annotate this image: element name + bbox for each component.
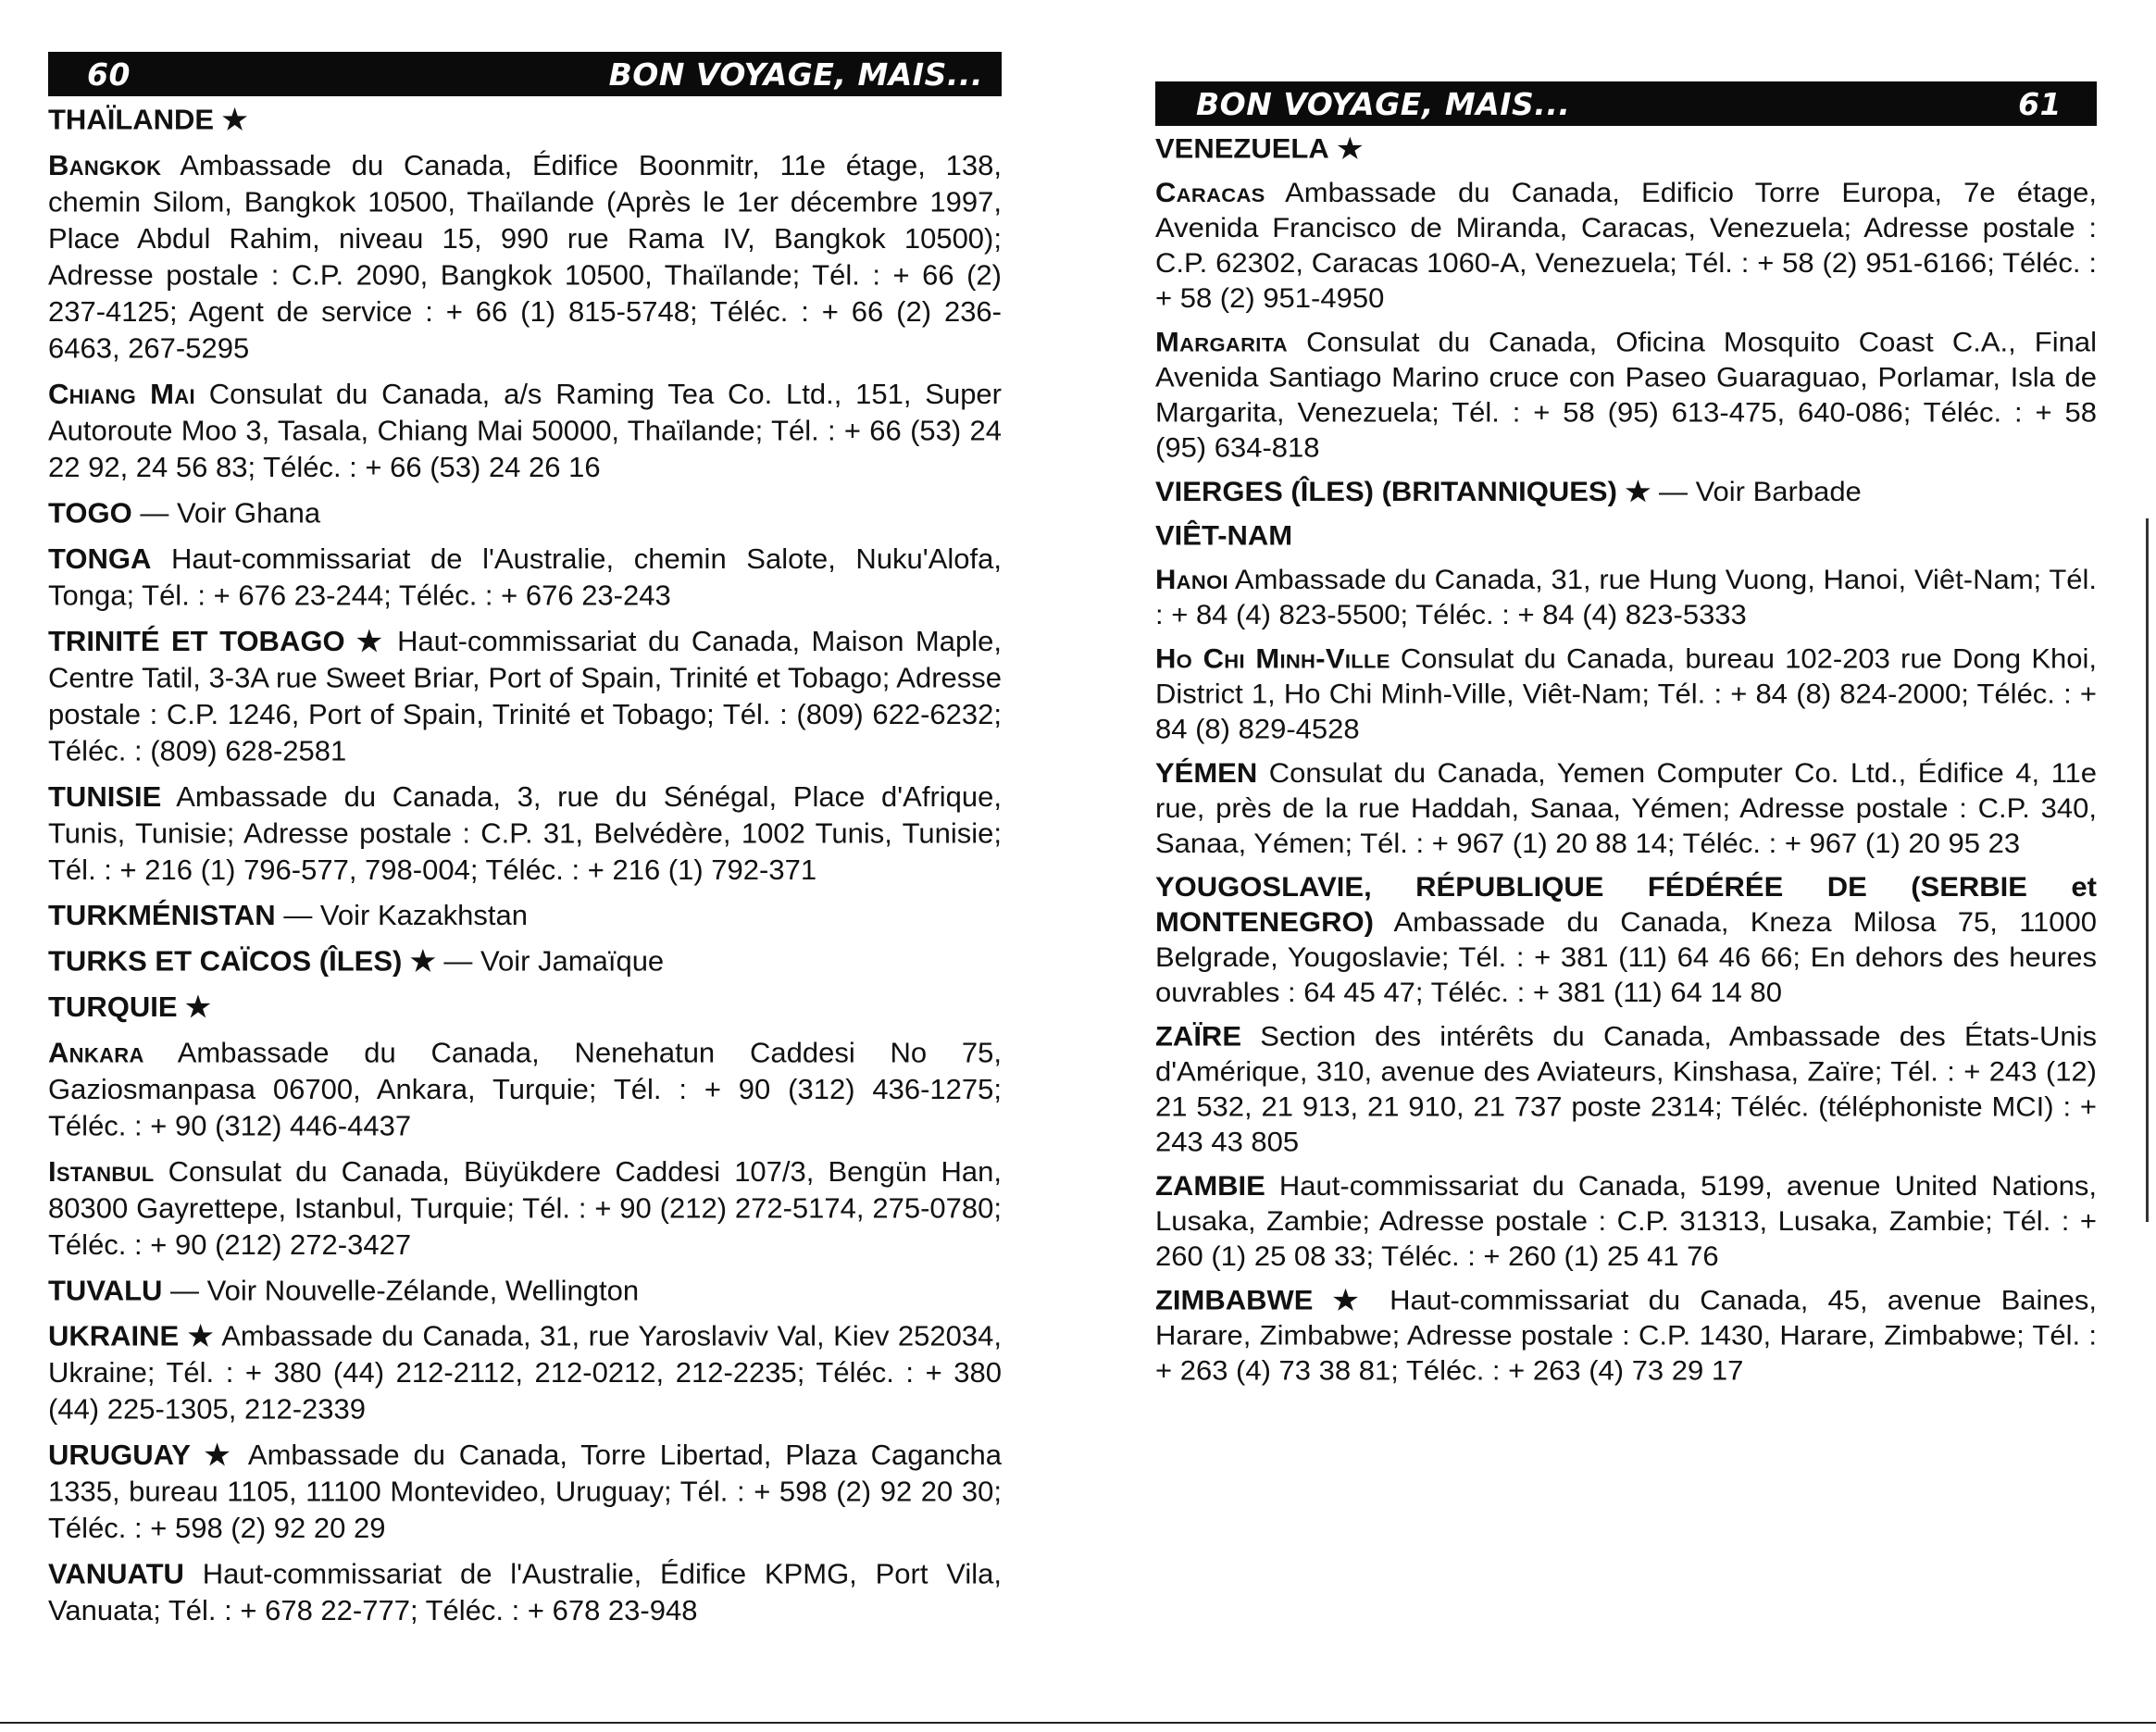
country-name: TURQUIE (48, 991, 178, 1023)
entry-list (48, 102, 1002, 1629)
cross-reference: — Voir Nouvelle-Zélande, Wellington (170, 1274, 640, 1307)
directory-entry (1155, 562, 2097, 632)
cross-reference: — Voir Kazakhstan (283, 899, 528, 932)
directory-entry (1155, 1019, 2097, 1160)
star-icon: ★ (1625, 476, 1651, 507)
entry-details: Ambassade du Canada, Kneza Milosa 75, 11000 Belgrade, Yougoslavie; Tél. : + 381 (11) 64 46 66; En dehors des heures ouvrables : 64 45 47; Téléc. : + 381 (11) 64 14 80 (1155, 906, 2097, 1008)
entry-details: Ambassade du Canada, Édifice Boonmitr, 11e étage, 138, chemin Silom, Bangkok 10500, Thaïlande (Après le 1er décembre 1997, Place Abdul Rahim, niveau 15, 990 rue Rama IV, Bangkok 10500); Adresse postale : C.P. 2090, Bangkok 10500, Thaïlande; Tél. : + 66 (2) 237-4125; Agent de service : + 66 (1) 815-5748; Téléc. : + 66 (2) 236-6463, 267-5295 (48, 149, 1002, 365)
star-icon: ★ (356, 625, 386, 657)
directory-entry (1155, 474, 2097, 509)
star-icon: ★ (1337, 132, 1364, 165)
running-title: BON VOYAGE, MAIS... (608, 56, 983, 93)
country-name: ZIMBABWE (1155, 1285, 1314, 1316)
page-number: 61 (2018, 85, 2062, 122)
cross-reference: — Voir Ghana (140, 496, 321, 530)
directory-entry (48, 898, 1002, 935)
directory-entry (48, 1318, 1002, 1428)
directory-entry (48, 1273, 1002, 1310)
city-name: Hanoi (1155, 564, 1228, 595)
city-name: Bangkok (48, 149, 162, 181)
star-icon: ★ (185, 991, 211, 1023)
directory-entry (48, 779, 1002, 889)
directory-entry (48, 623, 1002, 769)
country-name: VENEZUELA (1155, 132, 1329, 165)
directory-entry (1155, 1169, 2097, 1275)
country-name: TOGO (48, 496, 132, 530)
cross-reference: — Voir Barbade (1658, 476, 1862, 507)
country-name: YÉMEN (1155, 757, 1258, 789)
entry-details: Consulat du Canada, a/s Raming Tea Co. Ltd., 151, Super Autoroute Moo 3, Tasala, Chiang Mai 50000, Thaïlande; Tél. : + 66 (53) 24 22 92, 24 56 83; Téléc. : + 66 (53) 24 26 16 (48, 378, 1002, 483)
country-name: VIÊT-NAM (1155, 519, 1293, 552)
directory-entry (48, 1437, 1002, 1547)
page-header (1155, 81, 2097, 126)
country-name: YOUGOSLAVIE, RÉPUBLIQUE FÉDÉRÉE DE (SERBIE et MONTENEGRO) (1155, 871, 2097, 938)
directory-entry (1155, 518, 2097, 554)
country-name: UKRAINE (48, 1320, 180, 1352)
directory-entry (48, 541, 1002, 614)
entry-details: Consulat du Canada, Yemen Computer Co. Ltd., Édifice 4, 11e rue, près de la rue Haddah, Sanaa, Yémen; Adresse postale : C.P. 340, Sanaa, Yémen; Tél. : + 967 (1) 20 88 14; Téléc. : + 967 (1) 20 95 23 (1155, 757, 2097, 859)
city-name: Margarita (1155, 326, 1288, 358)
country-name: ZAMBIE (1155, 1170, 1265, 1202)
country-name: VANUATU (48, 1557, 184, 1590)
star-icon: ★ (409, 944, 436, 978)
directory-entry (48, 147, 1002, 367)
country-name: VIERGES (ÎLES) (BRITANNIQUES) (1155, 476, 1617, 507)
country-name: TURKS ET CAÏCOS (ÎLES) (48, 944, 403, 978)
bottom-rule (0, 1722, 2156, 1724)
directory-entry (48, 376, 1002, 486)
left-page (48, 0, 1002, 1657)
directory-entry (1155, 175, 2097, 316)
country-name: TUNISIE (48, 780, 162, 813)
entry-details: Haut-commissariat du Canada, 45, avenue Baines, Harare, Zimbabwe; Adresse postale : C.P. 1430, Harare, Zimbabwe; Tél. : + 263 (4) 73 38 81; Téléc. : + 263 (4) 73 29 17 (1155, 1285, 2097, 1387)
entry-details: Ambassade du Canada, 31, rue Yaroslaviv Val, Kiev 252034, Ukraine; Tél. : + 380 (44) 212-2112, 212-0212, 212-2235; Téléc. : + 380 (44) 225-1305, 212-2339 (48, 1320, 1002, 1426)
country-name: TRINITÉ ET TOBAGO (48, 625, 345, 657)
directory-entry (48, 989, 1002, 1026)
country-name: ZAÏRE (1155, 1021, 1241, 1053)
directory-entry (1155, 325, 2097, 466)
directory-entry (1155, 1283, 2097, 1389)
star-icon: ★ (221, 103, 248, 136)
entry-details: Ambassade du Canada, Torre Libertad, Plaza Cagancha 1335, bureau 1105, 11100 Montevideo, Uruguay; Tél. : + 598 (2) 92 20 30; Téléc. : + 598 (2) 92 20 29 (48, 1439, 1002, 1545)
city-name: Istanbul (48, 1155, 155, 1188)
directory-entry (48, 943, 1002, 980)
city-name: Ankara (48, 1036, 144, 1069)
entry-details: Ambassade du Canada, 3, rue du Sénégal, Place d'Afrique, Tunis, Tunisie; Adresse postale : C.P. 31, Belvédère, 1002 Tunis, Tunisie; Tél. : + 216 (1) 796-577, 798-004; Téléc. : + 216 (1) 792-371 (48, 780, 1002, 886)
entry-details: Ambassade du Canada, Edificio Torre Europa, 7e étage, Avenida Francisco de Miranda, Caracas, Venezuela; Adresse postale : C.P. 62302, Caracas 1060-A, Venezuela; Tél. : + 58 (2) 951-6166; Téléc. : + 58 (2) 951-4950 (1155, 177, 2097, 314)
star-icon: ★ (187, 1320, 215, 1352)
entry-details: Haut-commissariat de l'Australie, chemin Salote, Nuku'Alofa, Tonga; Tél. : + 676 23-244; Téléc. : + 676 23-243 (48, 542, 1002, 612)
entry-details: Consulat du Canada, bureau 102-203 rue Dong Khoi, District 1, Ho Chi Minh-Ville, Viêt-Nam; Tél. : + 84 (8) 824-2000; Téléc. : + 84 (8) 829-4528 (1155, 642, 2097, 744)
entry-details: Consulat du Canada, Büyükdere Caddesi 107/3, Bengün Han, 80300 Gayrettepe, Istanbul, Turquie; Tél. : + 90 (212) 272-5174, 275-0780; Téléc. : + 90 (212) 272-3427 (48, 1155, 1002, 1261)
running-title: BON VOYAGE, MAIS... (1196, 85, 1571, 122)
page-edge-marks (2146, 518, 2152, 1222)
entry-details: Haut-commissariat de l'Australie, Édifice KPMG, Port Vila, Vanuata; Tél. : + 678 22-777; Téléc. : + 678 23-948 (48, 1557, 1002, 1626)
cross-reference: — Voir Jamaïque (443, 944, 665, 978)
city-name: Chiang Mai (48, 378, 195, 410)
directory-entry (48, 1153, 1002, 1264)
entry-details: Ambassade du Canada, 31, rue Hung Vuong, Hanoi, Viêt-Nam; Tél. : + 84 (4) 823-5500; Téléc. : + 84 (4) 823-5333 (1155, 564, 2097, 630)
entry-details: Haut-commissariat du Canada, Maison Maple, Centre Tatil, 3-3A rue Sweet Briar, Port of Spain, Trinité et Tobago; Adresse postale : C.P. 1246, Port of Spain, Trinité et Tobago; Tél. : (809) 622-6232; Téléc. : (809) 628-2581 (48, 625, 1002, 767)
city-name: Ho Chi Minh-Ville (1155, 642, 1390, 674)
page-header (48, 52, 1002, 96)
right-page (1155, 0, 2097, 1464)
entry-details: Haut-commissariat du Canada, 5199, avenue United Nations, Lusaka, Zambie; Adresse postale : C.P. 31313, Lusaka, Zambie; Tél. : + 260 (1) 25 08 33; Téléc. : + 260 (1) 25 41 76 (1155, 1170, 2097, 1272)
entry-details: Ambassade du Canada, Nenehatun Caddesi No 75, Gaziosmanpasa 06700, Ankara, Turquie; Tél. : + 90 (312) 436-1275; Téléc. : + 90 (312) 446-4437 (48, 1036, 1003, 1142)
country-name: TONGA (48, 542, 152, 575)
entry-details: Consulat du Canada, Oficina Mosquito Coast C.A., Final Avenida Santiago Marino cruce con Paseo Guaraguao, Porlamar, Isla de Margarita, Venezuela; Tél. : + 58 (95) 613-475, 640-086; Téléc. : + 58 (95) 634-818 (1155, 326, 2097, 464)
directory-entry (48, 1035, 1002, 1145)
directory-entry (1155, 131, 2097, 167)
country-name: THAÏLANDE (48, 103, 215, 136)
directory-entry (48, 495, 1002, 532)
directory-entry (48, 102, 1002, 139)
country-name: TURKMÉNISTAN (48, 899, 276, 932)
directory-entry (1155, 755, 2097, 861)
star-icon: ★ (1332, 1285, 1370, 1316)
entry-list (1155, 131, 2097, 1389)
country-name: URUGUAY (48, 1439, 191, 1472)
directory-entry (1155, 642, 2097, 747)
city-name: Caracas (1155, 177, 1265, 208)
country-name: TUVALU (48, 1274, 163, 1307)
page-number: 60 (87, 56, 131, 93)
entry-details: Section des intérêts du Canada, Ambassade des États-Unis d'Amérique, 310, avenue des Aviateurs, Kinshasa, Zaïre; Tél. : + 243 (12) 21 532, 21 913, 21 910, 21 737 poste 2314; Téléc. (téléphoniste MCI) : + 243 43 805 (1155, 1021, 2097, 1158)
star-icon: ★ (204, 1439, 236, 1472)
directory-entry (1155, 870, 2097, 1011)
directory-entry (48, 1556, 1002, 1629)
